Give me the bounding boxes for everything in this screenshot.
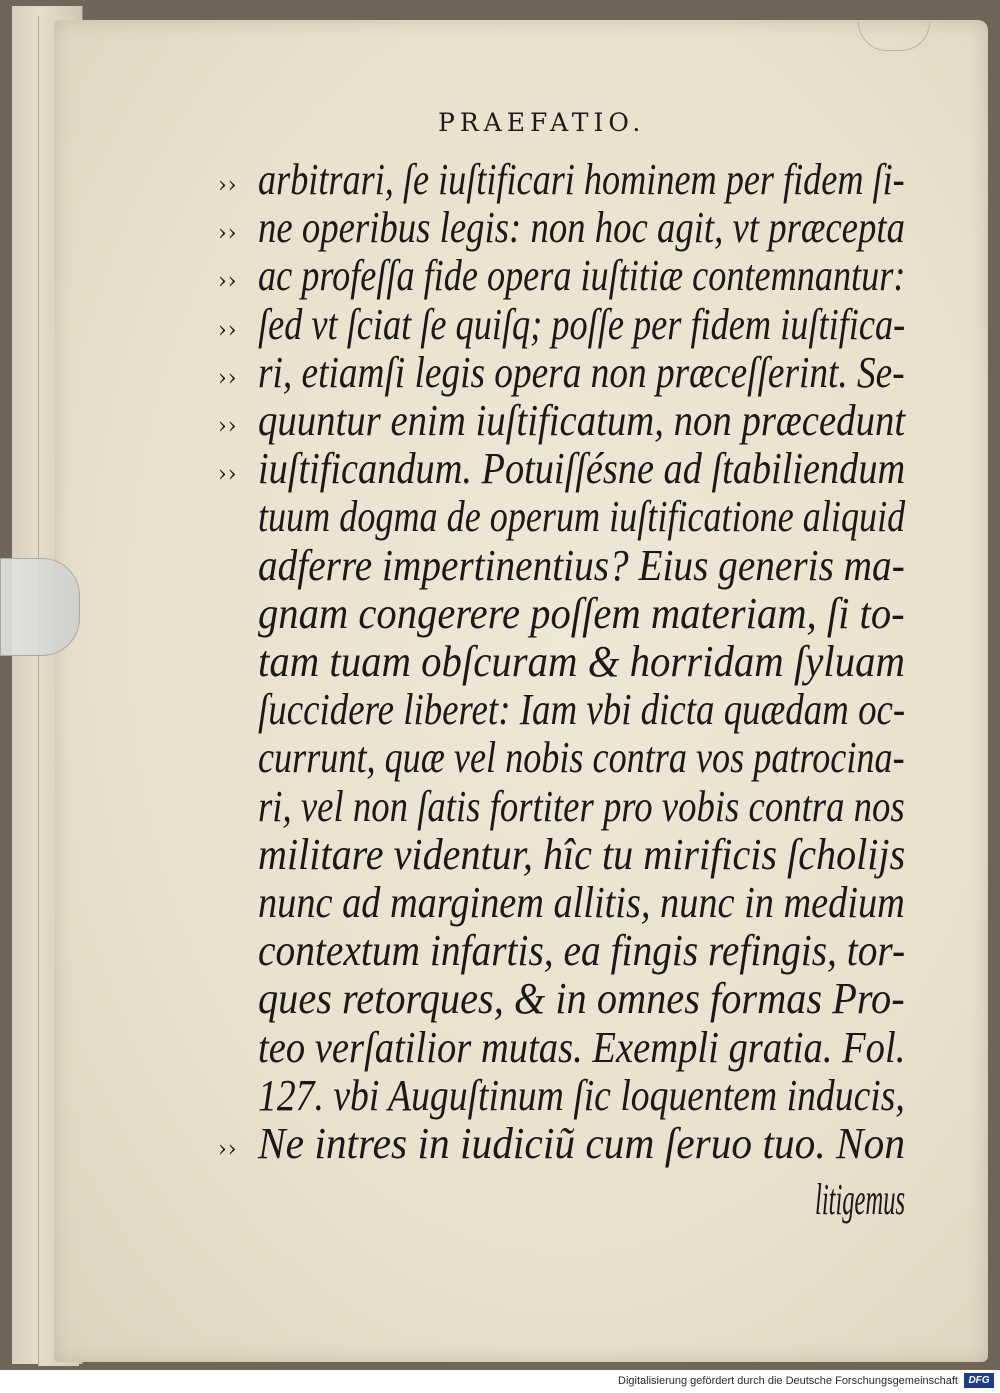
quotation-mark: ›› <box>218 269 238 295</box>
footer-credit: Digitalisierung gefördert durch die Deutsche Forschungsgemeinschaft <box>618 1375 958 1387</box>
line-text: ſed vt ſciat ſe quiſq; poſſe per fidem iuſtifica- <box>258 299 906 349</box>
line-text: contextum infartis, ea fingis refingis, tor- <box>258 926 906 976</box>
line-text: arbitrari, ſe iuſtificari hominem per fidem ſi- <box>258 155 905 204</box>
line-text: ques retorques, & in omnes formas Pro- <box>258 974 905 1024</box>
quotation-mark: ›› <box>218 221 238 247</box>
quotation-mark: ›› <box>218 462 238 488</box>
line-text: adferre impertinentius? Eius generis ma- <box>258 540 905 590</box>
line-text: ri, vel non ſatis fortiter pro vobis contra nos <box>258 781 905 831</box>
running-head: PRAEFATIO. <box>438 108 646 137</box>
line-text: Ne intres in iudiciũ cum ſeruo tuo. Non <box>258 1119 906 1168</box>
line-text: militare videntur, hîc tu mirificis ſcholijs <box>258 829 906 879</box>
line-text: ac profeſſa fide opera iuſtitiæ contemnantur: <box>258 251 906 301</box>
line-text: iuſtificandum. Potuiſſésne ad ſtabiliendum <box>258 444 906 494</box>
catchword: litigemus <box>815 1175 906 1224</box>
clip-tab <box>0 558 80 656</box>
line-text: currunt, quæ vel nobis contra vos patrocina- <box>258 733 905 783</box>
line-text: gnam congerere poſſem materiam, ſi to- <box>258 588 905 638</box>
quotation-mark: ›› <box>218 1137 238 1162</box>
line-text: ne operibus legis: non hoc agit, vt præcepta <box>258 203 905 253</box>
quotation-mark: ›› <box>218 365 238 391</box>
line-text: 127. vbi Auguſtinum ſic loquentem inducis, <box>258 1070 905 1120</box>
line-text: tuum dogma de operum iuſtificatione aliquid <box>258 492 906 542</box>
quotation-mark: ›› <box>218 317 238 343</box>
dfg-logo: DFG <box>964 1373 994 1388</box>
quotation-mark: ›› <box>218 173 238 198</box>
line-text: ri, etiamſi legis opera non præceſſerint. Se- <box>258 347 905 397</box>
line-text: tam tuam obſcuram & horridam ſyluam <box>258 637 905 686</box>
line-text: quuntur enim iuſtificatum, non præcedunt <box>258 396 906 445</box>
quotation-mark: ›› <box>218 414 238 439</box>
line-text: teo verſatilior mutas. Exempli gratia. Fol. <box>258 1022 906 1072</box>
line-text: ſuccidere liberet: Iam vbi dicta quædam oc- <box>258 685 906 735</box>
line-text: nunc ad marginem allitis, nunc in medium <box>258 878 905 927</box>
